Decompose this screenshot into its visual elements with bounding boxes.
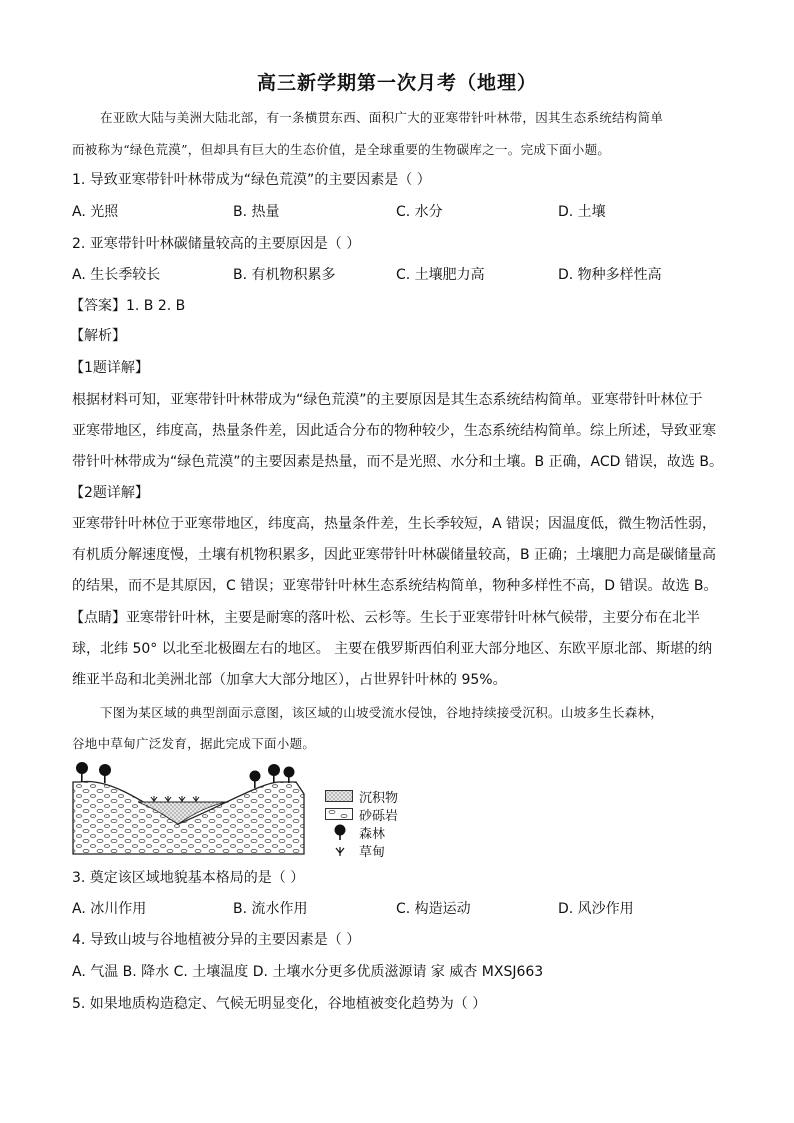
detail-2-tag: 【2题详解】 (70, 485, 149, 501)
legend-forest-label: 森林 (359, 827, 386, 842)
question-3-option-d: D. 风沙作用 (558, 901, 634, 917)
sediment-swatch-icon (325, 790, 353, 802)
legend-gravel-label: 砂砾岩 (359, 809, 399, 824)
legend-meadow-label: 草甸 (359, 845, 386, 860)
answer-line (70, 296, 185, 316)
question-2-option-a: A. 生长季较长 (72, 267, 161, 283)
question-4-stem: 4. 导致山坡与谷地植被分异的主要因素是（ ） (72, 932, 361, 948)
intro1-line2: 而被称为“绿色荒漠”，但却具有巨大的生态价值，是全球重要的生物碳库之一。完成下面小题。 (72, 142, 611, 157)
question-1-option-d: D. 土壤 (558, 204, 606, 220)
answer-text: 1. B 2. B (126, 298, 186, 314)
question-1-option-b: B. 热量 (233, 204, 280, 220)
tip-text-1: 亚寒带针叶林，主要是耐寒的落叶松、云杉等。生长于亚寒带针叶林气候带，主要分布在北半 (126, 610, 700, 626)
legend-sediment-label: 沉积物 (359, 791, 399, 806)
detail-2-line2: 有机质分解速度慢，土壤有机物积累多，因此亚寒带针叶林碳储量较高，B 正确；土壤肥力高是碳储量高 (72, 547, 717, 563)
question-1-stem: 1. 导致亚寒带针叶林带成为“绿色荒漠”的主要因素是（ ） (72, 172, 431, 188)
detail-1-tag: 【1题详解】 (70, 360, 149, 376)
diagram-legend (325, 784, 445, 864)
tip-tag: 【点睛】 (70, 610, 126, 626)
question-3-option-c: C. 构造运动 (396, 901, 471, 917)
tip-line3: 维亚半岛和北美洲北部（加拿大大部分地区），占世界针叶林的 95%。 (72, 672, 507, 688)
meadow-icon (151, 796, 199, 802)
intro2-line2: 谷地中草甸广泛发育，据此完成下面小题。 (72, 736, 316, 751)
question-3-option-a: A. 冰川作用 (72, 901, 147, 917)
question-2-option-b: B. 有机物积累多 (233, 267, 336, 283)
detail-1-line3: 带针叶林带成为“绿色荒漠”的主要因素是热量，而不是光照、水分和土壤。B 正确，ACD 错误，故选 B。 (72, 454, 723, 470)
detail-1-line1: 根据材料可知，亚寒带针叶林带成为“绿色荒漠”的主要原因是其生态系统结构简单。亚寒带针叶林位于 (72, 392, 703, 408)
question-3-stem: 3. 奠定该区域地貌基本格局的是（ ） (72, 870, 305, 886)
question-2-option-c: C. 土壤肥力高 (396, 267, 485, 283)
detail-2-line3: 的结果，而不是其原因，C 错误；亚寒带针叶林生态系统结构简单，物种多样性不高，D 错误。故选 B。 (72, 578, 718, 594)
question-4-options: A. 气温 B. 降水 C. 土壤温度 D. 土壤水分更多优质滋源请 家 威杏 MXSJ663 (72, 964, 544, 980)
detail-1-line2: 亚寒带地区，纬度高，热量条件差，因此适合分布的物种较少，生态系统结构简单。综上所述，导致亚寒 (72, 423, 716, 439)
question-1-option-a: A. 光照 (72, 204, 119, 220)
question-2-option-d: D. 物种多样性高 (558, 267, 662, 283)
forest-icon-left (76, 762, 111, 783)
intro2-line1: 下图为某区域的典型剖面示意图，该区域的山坡受流水侵蚀，谷地持续接受沉积。山坡多生长森林， (100, 705, 664, 720)
gravel-swatch-icon (325, 808, 353, 820)
tip-line1 (70, 608, 700, 628)
question-1-option-c: C. 水分 (396, 204, 443, 220)
page-title: 高三新学期第一次月考（地理） (256, 72, 537, 94)
question-3-option-b: B. 流水作用 (233, 901, 308, 917)
cross-section-diagram (68, 758, 318, 858)
intro1-line1: 在亚欧大陆与美洲大陆北部，有一条横贯东西、面积广大的亚寒带针叶林带，因其生态系统结构简单 (100, 110, 664, 125)
detail-2-line1: 亚寒带针叶林位于亚寒带地区，纬度高，热量条件差，生长季较短，A 错误；因温度低，微生物活性弱， (72, 516, 717, 532)
tree-icon (333, 824, 347, 840)
grass-icon (333, 843, 347, 857)
question-2-stem: 2. 亚寒带针叶林碳储量较高的主要原因是（ ） (72, 236, 361, 252)
answer-tag: 【答案】 (70, 298, 126, 314)
analysis-tag: 【解析】 (70, 328, 126, 344)
question-5-stem: 5. 如果地质构造稳定、气候无明显变化，谷地植被变化趋势为（ ） (72, 996, 487, 1012)
tip-line2: 球，北纬 50° 以北至北极圈左右的地区。 主要在俄罗斯西伯利亚大部分地区、东欧平原北部、斯堪的纳 (72, 641, 713, 657)
